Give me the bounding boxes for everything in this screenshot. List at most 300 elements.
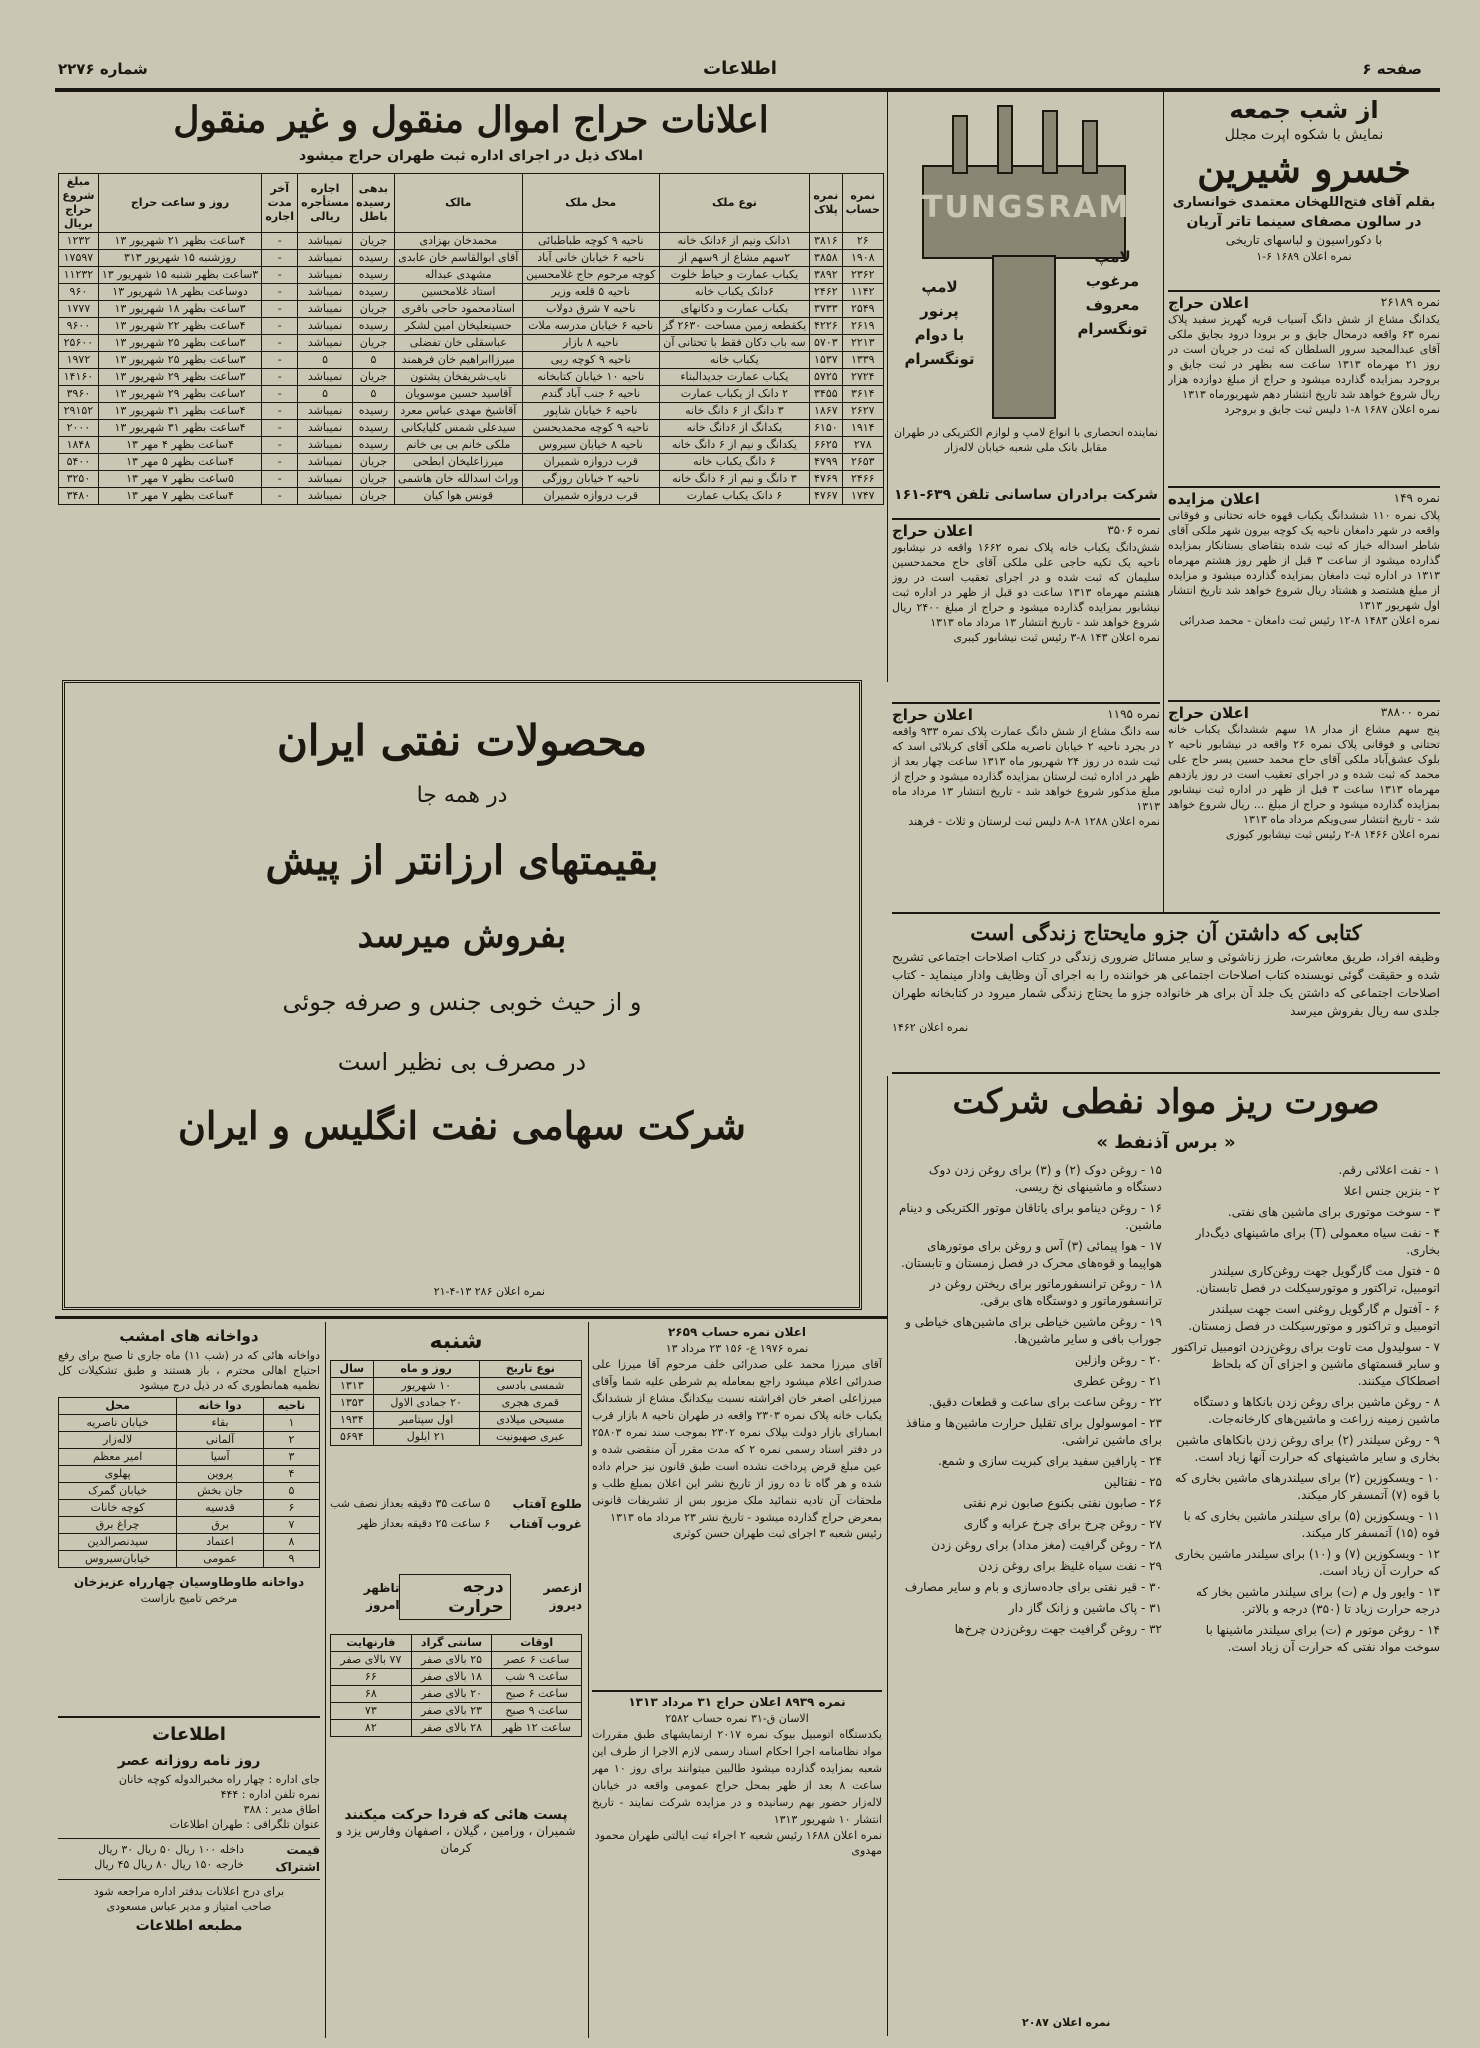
table-cell: نمیباشد <box>298 471 353 488</box>
table-cell: آقای ابوالقاسم خان عابدی <box>394 250 522 267</box>
notice-subheader: نمره ۱۹۷۶ ع- ۱۵۶ ۲۳ مرداد ۱۳ <box>665 1342 809 1355</box>
table-cell: ۶ دانگ یکباب خانه <box>659 454 809 471</box>
table-cell: سیدعلی شمس کلیایکانی <box>394 420 522 437</box>
sunset-label: غروب آفتاب <box>509 1517 582 1531</box>
ad-line-1: از شب جمعه <box>1229 96 1379 124</box>
table-cell: ۶۱۵۰ <box>810 420 842 437</box>
table-cell: آسیا <box>177 1449 264 1466</box>
table-cell: ساعت ۹ صبح <box>492 1703 582 1720</box>
table-cell: نمیباشد <box>298 301 353 318</box>
list-item: ۳۲ - روغن گرافیت جهت روغن‌زدن چرخ‌ها <box>954 1622 1162 1636</box>
table-cell: ۴ <box>263 1466 319 1483</box>
table-row <box>59 1483 320 1500</box>
table-cell: جریان <box>353 454 395 471</box>
auction-ad-4 <box>892 522 1160 707</box>
ad-body: یکدانگ مشاع از شش دانگ آسیاب قریه گهریز سفید پلاک نمره ۶۳ واقعه درمحال جایق و بر برودا درود بجایق ملکی آقای عبدالمجید سرور السلطان که ثبت در جریان است در روز ۲۱ مهرماه ۱۳۱۳ ساعت سه بظهر در ثبت جایق و بروجرد بمزایده گذارده میشود و حراج از مبلغ دوازده هزار ریال شروع خواهد شد تاریخ انتشار دهم شهریورماه ۱۳۱۳ <box>1168 313 1440 401</box>
table-row <box>331 1686 582 1703</box>
table-cell: ناحیه ۶ خیابان مدرسه ملات <box>522 318 659 335</box>
ad-ref: نمره اعلان ۱۶۸۹ ۶-۱ <box>1256 250 1352 263</box>
table-cell: عبری صهیونیت <box>479 1429 581 1446</box>
ad-body: پلاک نمره ۱۱۰ ششدانگ یکباب قهوه خانه تحتانی و فوقانی واقعه در شهر دامغان ناحیه یک کوچه بیرون شهر ملکی آقای شاطر اسداله خباز که ثبت شده بتقاضای بستانکار بمزایده گذارده میشود از ساعت ۳ قبل از ظهر روز هشتم مهرماه ۱۳۱۳ در اداره ثبت دامغان بمزایده گذارده میشود و مزایده از مبلغ هشتصد و هشتاد ریال شروع خواهد شد تاریخ انتشار اول شهریور ۱۳۱۳ <box>1168 509 1440 612</box>
rule <box>592 1690 882 1692</box>
table-cell: ۱۹۷۲ <box>59 352 99 369</box>
table-cell: ناحیه ۹ کوچه ربی <box>522 352 659 369</box>
table-cell: ۲۲۱۳ <box>842 335 883 352</box>
table-cell: ۱۵۳۷ <box>810 352 842 369</box>
table-cell: ۳۴۸۰ <box>59 488 99 505</box>
table-cell: پروین <box>177 1466 264 1483</box>
table-cell: یکدانگ از ۶دانگ خانه <box>659 420 809 437</box>
table-row <box>59 301 884 318</box>
table-cell: نمیباشد <box>298 420 353 437</box>
table-row <box>59 1432 320 1449</box>
table-cell: - <box>262 420 298 437</box>
list-item: ۲۶ - صابون نفتی بکنوع صابون نرم نفتی <box>963 1496 1162 1510</box>
table-cell: ۵ <box>263 1483 319 1500</box>
table-row <box>59 335 884 352</box>
table-cell: ۱۹۱۴ <box>842 420 883 437</box>
ad-ref: نمره اعلان ۱۲۸۸ ۸-۸ دلیس ثبت لرستان و ثلاث - فرهند <box>908 815 1160 828</box>
table-cell: ۲۰ جمادی الاول <box>373 1395 479 1412</box>
table-cell: ۱۳۱۳ <box>331 1378 374 1395</box>
table-cell: ۴ساعت بظهر ۴ مهر ۱۳ <box>98 437 261 454</box>
table-cell: شمسی بادسی <box>479 1378 581 1395</box>
sunrise-label: طلوع آفتاب <box>512 1497 582 1511</box>
table-cell: رسیده <box>353 403 395 420</box>
table-cell: ۸ <box>263 1534 319 1551</box>
list-item: ۱۴ - روغن موتور م (ت) برای سیلندر ماشینها با سوخت مواد نفتی که حرارت آن زیاد است. <box>1205 1623 1440 1654</box>
table-cell: وراث اسدالله خان هاشمی <box>394 471 522 488</box>
table-row <box>331 1395 582 1412</box>
table-cell: ۲۷۲۴ <box>842 369 883 386</box>
table-row <box>59 1517 320 1534</box>
info-line: اطاق مدیر : ۳۸۸ <box>243 1803 320 1816</box>
table-cell: ۲۶۱۹ <box>842 318 883 335</box>
auction-ad-5 <box>892 706 1160 911</box>
header-cell: نمره حساب <box>842 174 883 233</box>
list-item: ۲۳ - اموسولول برای تقلیل حرارت ماشین‌ها و منافذ برای ماشین تراشی. <box>905 1416 1162 1447</box>
ad-line-3: بقلم آقای فتح‌اللهخان معتمدی خوانساری <box>1172 195 1436 210</box>
table-row <box>59 403 884 420</box>
table-cell: نمیباشد <box>298 369 353 386</box>
pharmacy-box <box>58 1324 320 1714</box>
table-row <box>59 454 884 471</box>
table-cell: نمیباشد <box>298 284 353 301</box>
list-item: ۳۰ - قیر نفتی برای جاده‌سازی و بام و سایر مصارف <box>904 1580 1162 1594</box>
table-cell: ۲۹۱۵۲ <box>59 403 99 420</box>
table-cell: قرب دروازه شمیران <box>522 488 659 505</box>
table-cell: جریان <box>353 233 395 250</box>
table-row <box>331 1669 582 1686</box>
pharmacy-footer: دواخانه طاوطاوسیان چهارراه عزیزخان <box>73 1575 305 1589</box>
table-cell: ناحیه ۶ خیابان خانی آباد <box>522 250 659 267</box>
table-cell: - <box>262 386 298 403</box>
table-cell: ۲۸ بالای صفر <box>411 1720 492 1737</box>
table-cell: - <box>262 301 298 318</box>
price-list-title: صورت ریز مواد نفطی شرکت <box>952 1082 1380 1122</box>
table-cell: عمومی <box>177 1551 264 1568</box>
list-item: ۹ - روغن سیلندر (۲) برای روغن زدن بانکاهای ماشین بخاری و سایر ماشینهای که حرارت آنها زیاد است. <box>1176 1433 1440 1464</box>
rule <box>892 912 1440 914</box>
rule <box>55 1316 887 1319</box>
list-item: ۱۱ - ویسکوزین (۵) برای سیلندر ماشین بخاری که با قوه (۱۵) آتمسفر کار میکند. <box>1183 1509 1440 1540</box>
tungsram-ad <box>892 95 1160 515</box>
table-cell: یکباب عمارت و حیاط خلوت <box>659 267 809 284</box>
table-cell: ۵۷۰۳ <box>810 335 842 352</box>
list-item: ۱۷ - هوا پیمائی (۳) آس و روغن برای موتورهای هواپیما و قوه‌های محرک در فصل زمستان و تابستان. <box>901 1239 1162 1270</box>
auction-listing-subtitle: املاک ذیل در اجرای اداره ثبت طهران حراج میشود <box>299 148 643 164</box>
list-item: ۱۹ - روغن ماشین خیاطی برای ماشین‌های خیاطی و جوراب بافی و سایر ماشین‌ها. <box>905 1315 1162 1346</box>
ad-body: پنج سهم مشاع از مدار ۱۸ سهم ششدانگ یکباب خانه تحتانی و فوقانی پلاک نمره ۲۶ واقعه در نیشابور ناحیه ۲ بلوک عشق‌آباد ملکی آقای حاج محمد حسین پسر حاج علی محمد که ثبت شده و در اجرای تعقیب است در روز یازدهم مهرماه ۱۳۱۳ ساعت ۳ قبل از ظهر در اداره ثبت نیشابور بمزایده گذارده میشود و حراج از مبلغ ... ریال شروع خواهد شد - تاریخ انتشار سی‌و‌یکم مرداد ماه ۱۳۱۳ <box>1168 723 1440 826</box>
subscription-prices <box>94 1842 244 1876</box>
calendar-title: شنبه <box>429 1329 483 1354</box>
rule <box>1168 290 1440 292</box>
table-cell: ناحیه ۷ شرق دولاب <box>522 301 659 318</box>
header-cell: روز و ماه <box>373 1361 479 1378</box>
table-cell: روزشنبه ۱۵ شهریور ۳۱۳ <box>98 250 261 267</box>
pharmacy-note: دواخانه هائی که در (شب ۱۱) ماه جاری تا صبح برای رفع احتیاج اهالی محترم ، باز هستند و طبق تشکیلات کل نظمیه همانطوری که در ذیل درج میشود <box>58 1349 320 1392</box>
price-list-subtitle: « برس آذنفط » <box>1096 1132 1236 1153</box>
ad-number: نمره ۳۸۸۰۰ <box>1380 705 1440 719</box>
table-cell: ۳ دانگ و نیم از ۶ دانگ خانه <box>659 471 809 488</box>
table-cell: ۴ساعت بظهر ۲۱ شهریور ۱۳ <box>98 233 261 250</box>
subscription-label: قیمت اشتراک <box>275 1843 320 1874</box>
table-cell: ناحیه ۶ جنب آباد گندم <box>522 386 659 403</box>
table-cell: ناحیه ۶ خیابان شاپور <box>522 403 659 420</box>
list-item: ۲۴ - پارافین سفید برای کبریت سازی و شمع. <box>937 1454 1162 1468</box>
table-cell: - <box>262 437 298 454</box>
table-cell: - <box>262 284 298 301</box>
table-cell: ۴۷۶۹ <box>810 471 842 488</box>
table-cell: نمیباشد <box>298 318 353 335</box>
table-row <box>59 250 884 267</box>
table-cell: ۳۸۵۸ <box>810 250 842 267</box>
oil-ad-ref: نمره اعلان ۲۸۶ ۱۳-۴-۲۱ <box>433 1285 545 1298</box>
oil-ad-line-3: بفروش میرسد <box>357 916 567 956</box>
oil-price-list <box>892 1076 1440 2036</box>
table-cell: جریان <box>353 369 395 386</box>
table-cell: ۴۷۶۷ <box>810 488 842 505</box>
list-item: ۱۳ - وایور ول م (ت) برای سیلندر ماشین بخار که درجه حرارت زیاد تا (۳۵۰) درجه و بالاتر. <box>1195 1585 1440 1616</box>
table-cell: نمیباشد <box>298 488 353 505</box>
ad-line-2: نمایش با شکوه اپرت مجلل <box>1224 127 1384 143</box>
oil-products-ad <box>62 680 862 1310</box>
table-row <box>331 1720 582 1737</box>
table-cell: ۶ دانک یکباب عمارت <box>659 488 809 505</box>
table-cell: خیابان ناصریه <box>59 1415 177 1432</box>
list-item: ۲۹ - نفت سیاه غلیظ برای روغن زدن <box>978 1559 1162 1573</box>
info-notice: برای درج اعلانات بدفتر اداره مراجعه شود <box>93 1885 285 1898</box>
price-list-ref: نمره اعلان ۲۰۸۷ <box>1022 2016 1111 2029</box>
list-item: ۲۰ - روغن وازلین <box>1075 1353 1162 1367</box>
notice-ref: رئیس شعبه ۳ اجرای ثبت طهران حسن کوثری <box>672 1527 882 1540</box>
table-cell: ۵ <box>298 386 353 403</box>
rule <box>1168 486 1440 488</box>
table-row <box>59 471 884 488</box>
table-cell: ۲۶۵۳ <box>842 454 883 471</box>
table-row <box>59 1500 320 1517</box>
oil-ad-line-4: و از حیث خوبی جنس و صرفه جوئی <box>282 988 642 1016</box>
table-row <box>59 420 884 437</box>
rule <box>887 1076 888 2036</box>
notice-header: نمره ۸۹۳۹ اعلان حراج ۳۱ مرداد ۱۳۱۳ <box>628 1695 846 1709</box>
table-cell: ۲سهم مشاع از ۹سهم از <box>659 250 809 267</box>
table-cell: ۳ساعت بظهر ۱۸ شهریور ۱۳ <box>98 301 261 318</box>
book-ad-ref: نمره اعلان ۱۴۶۲ <box>892 1021 969 1034</box>
table-cell: ۴ساعت بظهر ۵ مهر ۱۳ <box>98 454 261 471</box>
header-cell: آخر مدت اجاره <box>262 174 298 233</box>
table-header-row <box>331 1635 582 1652</box>
table-cell: ۲۳ بالای صفر <box>411 1703 492 1720</box>
table-cell: ۱۹۳۴ <box>331 1412 374 1429</box>
info-owner: صاحب امتیاز و مدیر عباس مسعودی <box>106 1900 272 1913</box>
table-cell: - <box>262 335 298 352</box>
info-title: اطلاعات <box>152 1724 226 1745</box>
table-cell: ۴۲۲۶ <box>810 318 842 335</box>
table-header-row <box>331 1361 582 1378</box>
header-cell: سانتی گراد <box>411 1635 492 1652</box>
table-cell: ۳۲۵۰ <box>59 471 99 488</box>
table-cell: - <box>262 369 298 386</box>
table-cell: ۲۵۶۰۰ <box>59 335 99 352</box>
ad-header <box>1168 490 1440 508</box>
rule <box>588 1322 589 2038</box>
table-cell: - <box>262 403 298 420</box>
table-cell: ۴ساعت بظهر ۳۱ شهریور ۱۳ <box>98 403 261 420</box>
table-row <box>59 352 884 369</box>
rule <box>892 518 1160 520</box>
table-cell: ۱۹۰۸ <box>842 250 883 267</box>
table-cell: ۴ساعت بظهر ۲۲ شهریور ۱۳ <box>98 318 261 335</box>
table-cell: ۳۶۱۴ <box>842 386 883 403</box>
table-cell: - <box>262 471 298 488</box>
header-cell: دوا خانه <box>177 1398 264 1415</box>
table-cell: رسیده <box>353 267 395 284</box>
info-line: جای اداره : چهار راه مخبرالدوله کوچه خانان <box>118 1773 320 1786</box>
table-cell: ۵۴۰۰ <box>59 454 99 471</box>
info-line: نمره تلفن اداره : ۴۴۴ <box>220 1788 320 1801</box>
table-row <box>331 1429 582 1446</box>
ad-title: اعلان حراج <box>892 522 973 540</box>
table-cell: ۲ <box>263 1432 319 1449</box>
table-cell: آقاسید حسین موسویان <box>394 386 522 403</box>
price-list-columns <box>892 1162 1440 1660</box>
table-cell: ۱۷۴۷ <box>842 488 883 505</box>
table-cell: ۳ساعت بظهر شنبه ۱۵ شهریور ۱۳ <box>98 267 261 284</box>
table-cell: جریان <box>353 335 395 352</box>
table-cell: ۴۷۹۹ <box>810 454 842 471</box>
table-cell: یکباب عمارت و دکانهای <box>659 301 809 318</box>
table-cell: ۲۷۸ <box>842 437 883 454</box>
header-cell: ناحیه <box>263 1398 319 1415</box>
list-item: ۳ - سوخت موتوری برای ماشین های نفتی. <box>1227 1205 1440 1219</box>
subscription-line: خارجه ۱۵۰ ریال ۸۰ ریال ۴۵ ریال <box>94 1858 244 1871</box>
table-cell: نمیباشد <box>298 437 353 454</box>
table-cell: ۷۷ بالای صفر <box>331 1652 412 1669</box>
table-cell: لاله‌زار <box>59 1432 177 1449</box>
list-item: ۱ - نفت اعلائی رقم. <box>1338 1163 1440 1177</box>
table-cell: ناحیه ۱۰ خیابان کتابخانه <box>522 369 659 386</box>
table-cell: ۱۸۶۷ <box>810 403 842 420</box>
table-cell: ناحیه ۹ کوچه محمدیحسن <box>522 420 659 437</box>
text-line: لامپ <box>921 278 958 296</box>
table-cell: ساعت ۶ عصر <box>492 1652 582 1669</box>
table-cell: مشهدی عبداله <box>394 267 522 284</box>
calendar-table <box>330 1360 582 1446</box>
table-cell: ۲۵ بالای صفر <box>411 1652 492 1669</box>
table-cell: - <box>262 233 298 250</box>
list-item: ۲۸ - روغن گرافیت (مغز مداد) برای روغن زدن <box>931 1538 1162 1552</box>
auction-ad-3 <box>1168 704 1440 909</box>
table-row <box>331 1703 582 1720</box>
table-cell: ۱۱۲۳۲ <box>59 267 99 284</box>
table-cell: ۳ <box>263 1449 319 1466</box>
text-line: پرنور <box>920 302 959 320</box>
table-cell: بقاء <box>177 1415 264 1432</box>
table-cell: ۶۸ <box>331 1686 412 1703</box>
table-cell: خیابان گمرک <box>59 1483 177 1500</box>
notice-body: یکدستگاه اتومبیل بیوک نمره ۲۰۱۷ ارنمایشهای طبق مقررات مواد نظامنامه اجرا احکام اسناد رسمی لازم الاجرا از طرف این شعبه بمزایده گذارده میشود طالبین میتوانند برای روز ۱۰ مهر ساعت ۸ بعد از ظهر بمحل حراج عمومی واقعه در خیابان لاله‌زار حضور بهم رسانیده و در مزایده شرکت نمایند - تاریخ انتشار ۱۰ شهریور ۱۳۱۳ <box>592 1728 882 1826</box>
table-cell: ۳۸۱۶ <box>810 233 842 250</box>
table-cell: ۱۸ بالای صفر <box>411 1669 492 1686</box>
brand-name: TUNGSRAM <box>922 190 1131 225</box>
temperature-header <box>330 1574 582 1620</box>
header-cell: نمره پلاک <box>810 174 842 233</box>
ad-ref: نمره اعلان ۱۴۸۳ ۸-۱۲ رئیس ثبت دامغان - محمد صدرائی <box>1179 614 1440 627</box>
khosrow-shirin-ad <box>1168 95 1440 285</box>
book-ad-body: وظیفه افراد، طریق معاشرت، طرز زناشوئی و سایر مسائل ضروری زندگی در کتاب اصلاحات اجتماعی تشریح شده و حقیقت گوئی نویسنده کتاب اصلاحات اجتماعی هر خواننده را به اجرای آن وظایف وادار مینماید - کتاب اصلاحات اجتماعی که داشتن یک جلد آن برای هر خانواده جزو ما یحتاج زندگی شمار میرود در کتابخانه طهران جلدی سه ریال بفروش میرسد <box>892 950 1440 1018</box>
rule <box>892 702 1160 704</box>
table-cell: اعتماد <box>177 1534 264 1551</box>
table-cell: ۵ <box>298 352 353 369</box>
table-cell: ملکی خانم بی بی خانم <box>394 437 522 454</box>
table-cell: نمیباشد <box>298 267 353 284</box>
table-cell: استاد غلامحسین <box>394 284 522 301</box>
oil-ad-company: شرکت سهامی نفت انگلیس و ایران <box>178 1103 746 1148</box>
table-cell: ۶ <box>263 1500 319 1517</box>
subscription-line: داخله ۱۰۰ ریال ۵۰ ریال ۳۰ ریال <box>98 1843 244 1856</box>
ad-header <box>892 522 1160 540</box>
table-cell: ناحیه ۲ خیابان روزگی <box>522 471 659 488</box>
table-cell: میرزاابراهیم خان فرهمند <box>394 352 522 369</box>
notice-body: آقای میرزا محمد علی صدرائی خلف مرحوم آقا میرزا علی صدرائی اعلام میشود راجع بمعامله یم شرطی علیه شما وآقای میرزاعلی اصغر خان افراشته نسبت بیکدانگ مشاع از ششدانگ یکباب خانه پلاک نمره ۲۳۰۳ واقعه در طهران ناحیه ۸ بازار قرب ابمبارای بازار دولت بپلاک نمره ۲۳۰۲ بموجب سند نمره ۲۵۸۰۳ در دفتر اسناد رسمی نمره ۲ که مدت مقرر آن منقضی شده و عین مبلغ قرض پرداخت نشده است طبق قانون نیز حرام داده شده و هر گاه تا ده روز از تاریخ نشر این اعلان بمبلغ طلب و ملحقات آن تادیه ننمائید ملک مزبور بس از تشریفات قانونی بمعرض حراج گذارده میشود - تاریخ نشر ۲۳ مرداد ماه ۱۳۱۳ <box>592 1358 882 1524</box>
table-cell: ساعت ۹ شب <box>492 1669 582 1686</box>
auction-listing-title: اعلانات حراج اموال منقول و غیر منقول <box>173 99 769 141</box>
list-item: ۷ - سولیدول مت تاوت برای روغن‌زدن اتومبیل تراکتور و سایر قسمتهای ماشین و اجزای آن که بلحاظ اصطکاک میکنند. <box>1172 1340 1440 1388</box>
sun-times <box>330 1494 582 1534</box>
info-line: عنوان تلگرافی : طهران اطلاعات <box>169 1818 320 1831</box>
info-subtitle: روز نامه روزانه عصر <box>117 1753 261 1769</box>
table-cell: ۷۳ <box>331 1703 412 1720</box>
table-cell: ۲۶ <box>842 233 883 250</box>
table-cell: ۴ساعت بظهر ۳۱ شهریور ۱۳ <box>98 420 261 437</box>
table-cell: - <box>262 267 298 284</box>
ad-header <box>1168 704 1440 722</box>
right-lamp-text <box>1065 245 1160 341</box>
notice-subheader: الاسان ق-۳۱ نمره حساب ۲۵۸۲ <box>665 1712 809 1725</box>
text-line: با دوام <box>914 326 965 344</box>
list-item: ۱۲ - ویسکوزین (۷) و (۱۰) برای سیلندر ماشین بخاری که حرارت آن زیاد است. <box>1174 1547 1440 1578</box>
table-cell: قرب دروازه شمیران <box>522 454 659 471</box>
ad-ref: نمره اعلان ۱۴۳ ۸-۳ رئیس ثبت نیشابور کیبری <box>953 631 1160 644</box>
table-cell: کوچه مرحوم حاج غلامحسین <box>522 267 659 284</box>
sun-values <box>330 1494 490 1534</box>
list-item: ۱۰ - ویسکوزین (۲) برای سیلندرهای ماشین بخاری که با قوه (۷) آتمسفر کار میکند. <box>1175 1471 1440 1502</box>
table-row <box>59 1449 320 1466</box>
table-cell: ۸۲ <box>331 1720 412 1737</box>
table-cell: امیر معظم <box>59 1449 177 1466</box>
table-cell: ۲۳۶۲ <box>842 267 883 284</box>
table-cell: قدسیه <box>177 1500 264 1517</box>
issue-number: شماره ۲۲۷۶ <box>58 60 148 78</box>
table-cell: میرزاعلیخان ابطحی <box>394 454 522 471</box>
calendar-box <box>330 1324 582 2038</box>
auction-table <box>58 173 884 505</box>
table-cell: ۱۰ شهریور <box>373 1378 479 1395</box>
table-cell: نمیباشد <box>298 454 353 471</box>
sunrise-value: ۵ ساعت ۳۵ دقیقه بعداز نصف شب <box>330 1497 491 1510</box>
table-cell: - <box>262 318 298 335</box>
table-cell: ۱۲۳۲ <box>59 233 99 250</box>
table-cell: قمری هجری <box>479 1395 581 1412</box>
table-row <box>59 233 884 250</box>
auction-ad-1 <box>1168 294 1440 484</box>
table-cell: ۲۰ بالای صفر <box>411 1686 492 1703</box>
table-cell: رسیده <box>353 318 395 335</box>
table-cell: ۳۴۵۵ <box>810 386 842 403</box>
table-cell: نمیباشد <box>298 403 353 420</box>
post-body: شمیران ، ورامین ، گیلان ، اصفهان وفارس یزد و کرمان <box>336 1824 576 1855</box>
tungsram-note: نماینده انحصاری با انواع لامپ و لوازم الکتریکی در طهران مقابل بانک ملی شعبه خیابان لاله‌زار <box>894 426 1158 454</box>
table-cell: - <box>262 454 298 471</box>
page-number: صفحه ۶ <box>1362 60 1422 78</box>
table-cell: دوساعت بظهر ۱۸ شهریور ۱۳ <box>98 284 261 301</box>
ad-title: خسرو شیرین <box>1197 146 1411 191</box>
header-cell: فارنهایت <box>331 1635 412 1652</box>
table-cell: نایب‌شریفخان پشتون <box>394 369 522 386</box>
table-cell: ۳۷۳۳ <box>810 301 842 318</box>
table-cell: ۶۶۲۵ <box>810 437 842 454</box>
table-cell: ۲۵۴۹ <box>842 301 883 318</box>
table-cell: ۳ساعت بظهر ۲۵ شهریور ۱۳ <box>98 352 261 369</box>
table-cell: ۷ <box>263 1517 319 1534</box>
oil-ad-line-2: بقیمتهای ارزانتر از پیش <box>265 837 659 884</box>
list-item: ۲۱ - روغن عطری <box>1073 1374 1162 1388</box>
rule <box>325 1322 326 2038</box>
table-cell: ۲ دانک از یکباب عمارت <box>659 386 809 403</box>
oil-ad-title: محصولات نفتی ایران <box>276 716 648 765</box>
sun-labels <box>509 1494 582 1534</box>
table-row <box>59 284 884 301</box>
header-cell: نوع تاریخ <box>479 1361 581 1378</box>
table-cell: ۵ <box>353 386 395 403</box>
text-line: مرغوب <box>1085 272 1140 290</box>
table-cell: نمیباشد <box>298 335 353 352</box>
table-cell: ۱دانک ونیم از ۶دانک خانه <box>659 233 809 250</box>
table-cell: یکباب خانه <box>659 352 809 369</box>
table-cell: ۵۶۹۴ <box>331 1429 374 1446</box>
table-cell: رسیده <box>353 284 395 301</box>
temp-title: درجه حرارت <box>399 1574 510 1620</box>
table-cell: ۴ساعت بظهر ۷ مهر ۱۳ <box>98 488 261 505</box>
ad-number: نمره ۳۵۰۶ <box>1107 523 1160 537</box>
table-row <box>59 318 884 335</box>
table-cell: ناحیه ۸ بازار <box>522 335 659 352</box>
list-item: ۱۶ - روغن دینامو برای یاتاقان موتور الکتریکی و دینام ماشین. <box>899 1201 1162 1232</box>
list-item: ۱۵ - روغن دوک (۲) و (۳) برای روغن زدن دوک دستگاه و ماشینهای نخ ریسی. <box>928 1163 1162 1194</box>
ad-body: شش‌دانگ یکباب خانه پلاک نمره ۱۶۶۲ واقعه در نیشابور ناحیه یک تکیه حاجی علی ملکی آقای حاج محمدحسین سلیمان که ثبت شده و در اجرای تعقیب است در روز هشتم مهرماه ۱۳۱۳ ساعت دو قبل از ظهر در اداره ثبت نیشابور بمزایده گذارده میشود و حراج از مبلغ ۲۴۰۰ ریال شروع خواهد شد - تاریخ انتشار ۱۳ مرداد ماه ۱۳۱۳ <box>892 541 1160 629</box>
rule <box>1168 700 1440 702</box>
